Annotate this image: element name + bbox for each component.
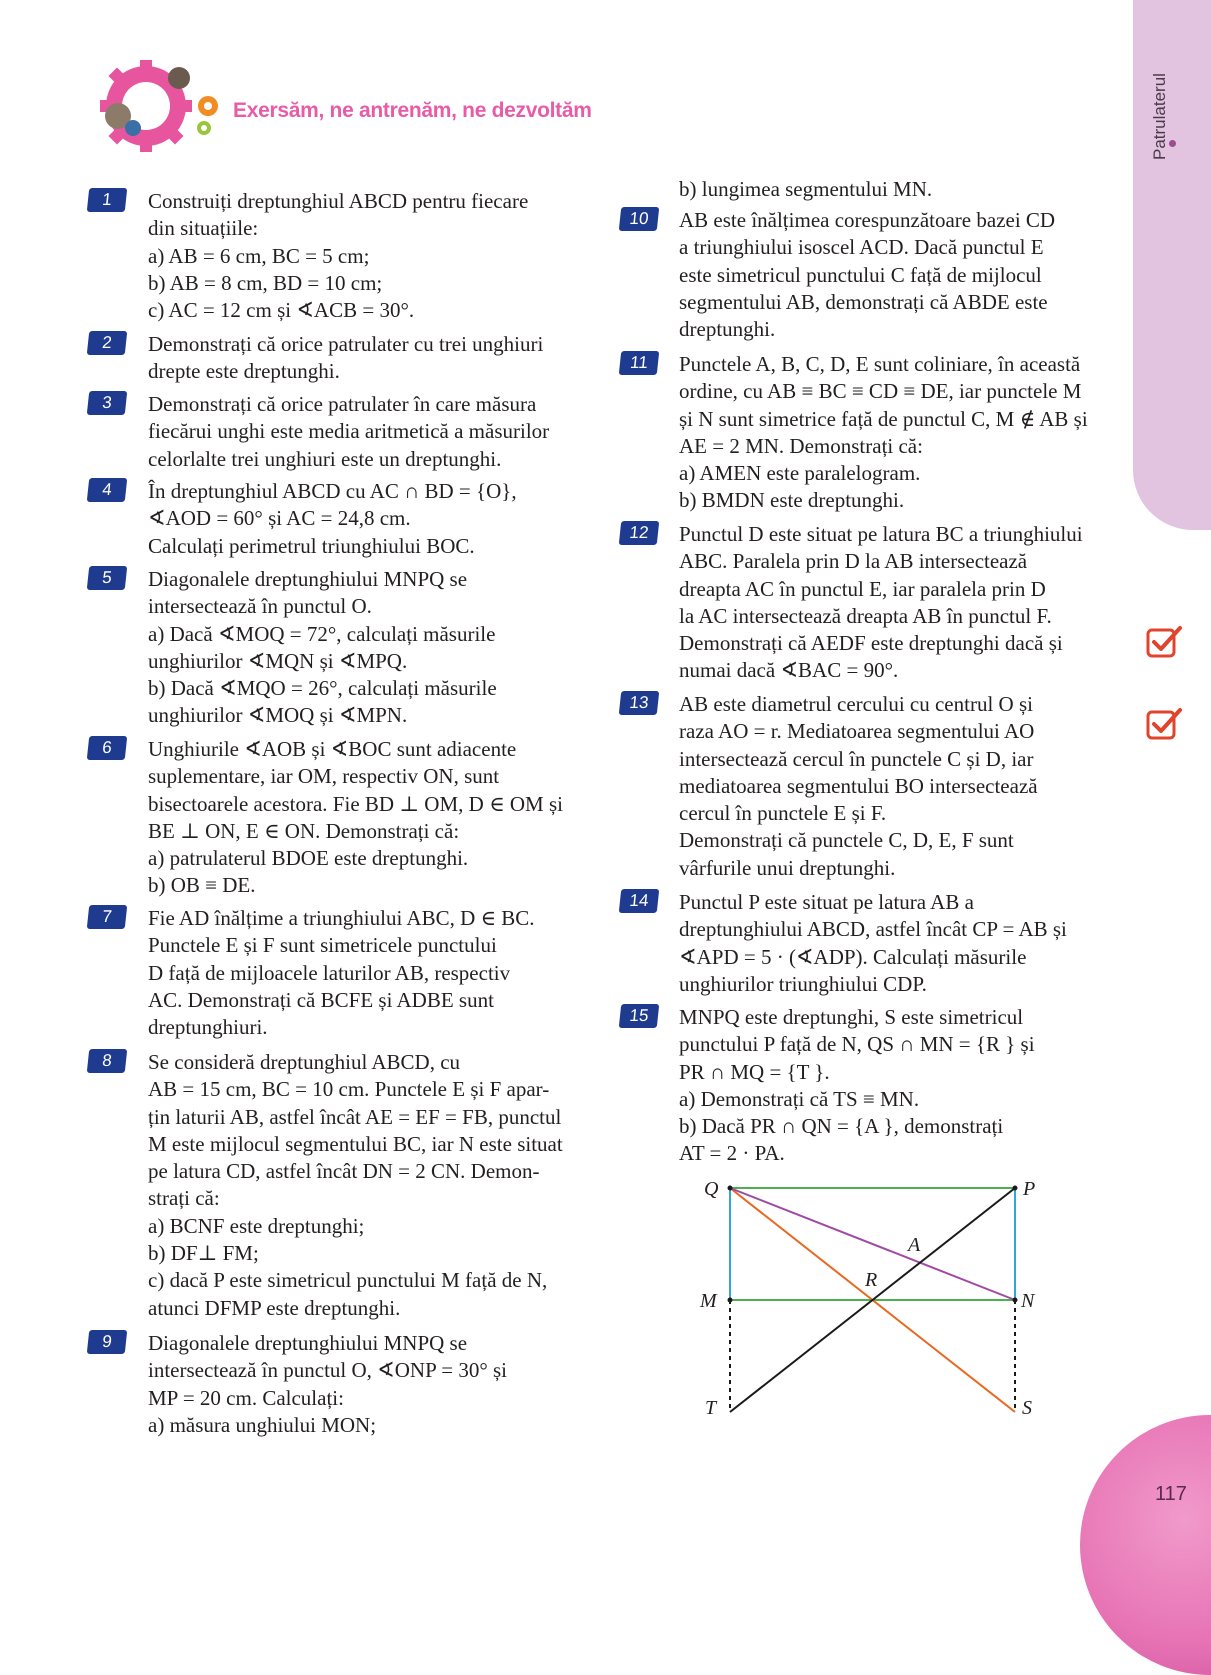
exercise-number-badge: 15 — [619, 1004, 660, 1028]
exercise-number-badge: 2 — [87, 331, 128, 355]
label-A: A — [908, 1234, 921, 1256]
checkbox-checked-icon — [1146, 624, 1184, 658]
exercise-number-badge: 7 — [87, 905, 128, 929]
exercise-text: Diagonalele dreptunghiului MNPQ se intersectează în punctul O, ∢ONP = 30° și MP = 20 cm. Calculați: a) măsura unghiului MON; — [148, 1331, 507, 1437]
label-N: N — [1021, 1290, 1035, 1312]
exercise-text: Punctul D este situat pe latura BC a triunghiului ABC. Paralela prin D la AB intersectează dreapta AC în punctul E, iar paralela prin D la AC intersectează dreapta AB în punctul F. Demonstrați că AEDF este dreptunghi dacă și numai dacă ∢BAC = 90°. — [679, 522, 1083, 683]
exercise-number-badge: 12 — [619, 521, 660, 545]
exercise-number-badge: 1 — [87, 188, 128, 212]
exercise-number-badge: 5 — [87, 566, 128, 590]
exercise-text: Diagonalele dreptunghiului MNPQ se intersectează în punctul O. a) Dacă ∢MOQ = 72°, calculați măsurile unghiurilor ∢MQN și ∢MPQ. b) Dacă ∢MQO = 26°, calculați măsurile unghiurilor ∢MOQ și ∢MPN. — [148, 567, 497, 728]
exercise-text: Fie AD înălțime a triunghiului ABC, D ∈ BC. Punctele E și F sunt simetricele punctului D față de mijloacele laturilor AB, respectiv AC. Demonstrați că BCFE și ADBE sunt dreptunghiuri. — [148, 906, 535, 1040]
page-number: 117 — [1155, 1483, 1187, 1505]
label-M: M — [700, 1290, 717, 1312]
gears-with-photos-icon — [86, 58, 226, 158]
exercise-number-badge: 14 — [619, 889, 660, 913]
exercise-text: b) lungimea segmentului MN. — [679, 177, 933, 201]
exercise-number-badge: 9 — [87, 1330, 128, 1354]
exercise-number-badge: 3 — [87, 391, 128, 415]
exercise-text: Unghiurile ∢AOB și ∢BOC sunt adiacente suplementare, iar OM, respectiv ON, sunt bisectoarele acestora. Fie BD ⊥ OM, D ∈ OM și BE ⊥ ON, E ∈ ON. Demonstrați că: a) patrulaterul BDOE este dreptunghi. b) OB ≡ DE. — [148, 737, 563, 898]
exercise-text: În dreptunghiul ABCD cu AC ∩ BD = {O}, ∢AOD = 60° și AC = 24,8 cm. Calculați perimetrul triunghiului BOC. — [148, 479, 517, 558]
side-tab-label: Patrulaterul — [1150, 73, 1169, 160]
exercise-text: Demonstrați că orice patrulater cu trei unghiuri drepte este dreptunghi. — [148, 332, 544, 384]
exercise-number-badge: 4 — [87, 478, 128, 502]
checkbox-checked-icon — [1146, 706, 1184, 740]
label-S: S — [1022, 1397, 1032, 1419]
exercise-number-badge: 8 — [87, 1049, 128, 1073]
exercise-number-badge: 10 — [619, 207, 660, 231]
exercise-text: Demonstrați că orice patrulater în care măsura fiecărui unghi este media aritmetică a măsurilor celorlalte trei unghiuri este un dreptunghi. — [148, 392, 550, 471]
label-R: R — [865, 1269, 878, 1291]
exercise-text: AB este diametrul cercului cu centrul O și raza AO = r. Mediatoarea segmentului AO intersectează cercul în punctele C și D, iar mediatoarea segmentului BO intersectează cercul în punctele E și F. Demonstrați că punctele C, D, E, F sunt vârfurile unui dreptunghi. — [679, 692, 1038, 880]
label-T: T — [705, 1397, 717, 1419]
exercise-number-badge: 13 — [619, 691, 660, 715]
exercise-text: MNPQ este dreptunghi, S este simetricul punctului P față de N, QS ∩ MN = {R } și PR ∩ MQ = {T }. a) Demonstrați că TS ≡ MN. b) Dacă PR ∩ QN = {A }, demonstrați AT = 2 · PA. — [679, 1005, 1035, 1166]
exercise-number-badge: 11 — [619, 351, 660, 375]
exercise-text: Se consideră dreptunghiul ABCD, cu AB = 15 cm, BC = 10 cm. Punctele E și F apar- țin laturii AB, astfel încât AE = EF = FB, punctul M este mijlocul segmentului BC, iar N este situat pe latura CD, astfel încât DN = 2 CN. Demon- strați că: a) BCNF este dreptunghi; b) DF⊥ FM; c) dacă P este simetricul punctului M față de N, atunci DFMP este dreptunghi. — [148, 1050, 563, 1320]
section-title: Exersăm, ne antrenăm, ne dezvoltăm — [233, 99, 592, 122]
label-P: P — [1023, 1178, 1036, 1200]
exercise-text: AB este înălțimea corespunzătoare bazei CD a triunghiului isoscel ACD. Dacă punctul E este simetricul punctului C față de mijlocul segmentului AB, demonstrați că ABDE este dreptunghi. — [679, 208, 1056, 342]
exercise-text: Punctele A, B, C, D, E sunt coliniare, în această ordine, cu AB ≡ BC ≡ CD ≡ DE, iar punctele M și N sunt simetrice față de punctul C, M ∉ AB și AE = 2 MN. Demonstrați că: a) AMEN este paralelogram. b) BMDN este dreptunghi. — [679, 352, 1088, 513]
exercise-text: Construiți dreptunghiul ABCD pentru fiecare din situațiile: a) AB = 6 cm, BC = 5 cm; b) AB = 8 cm, BD = 10 cm; c) AC = 12 cm și ∢ACB = 30°. — [148, 189, 529, 323]
bullet-dot-icon — [1169, 140, 1176, 147]
exercise-number-badge: 6 — [87, 736, 128, 760]
rectangle-diagram — [690, 1168, 1050, 1430]
exercise-text: Punctul P este situat pe latura AB a dreptunghiului ABCD, astfel încât CP = AB și ∢APD = 5 · (∢ADP). Calculați măsurile unghiurilor triunghiului CDP. — [679, 890, 1067, 996]
label-Q: Q — [704, 1178, 719, 1200]
page-corner-decoration — [1080, 1415, 1211, 1675]
